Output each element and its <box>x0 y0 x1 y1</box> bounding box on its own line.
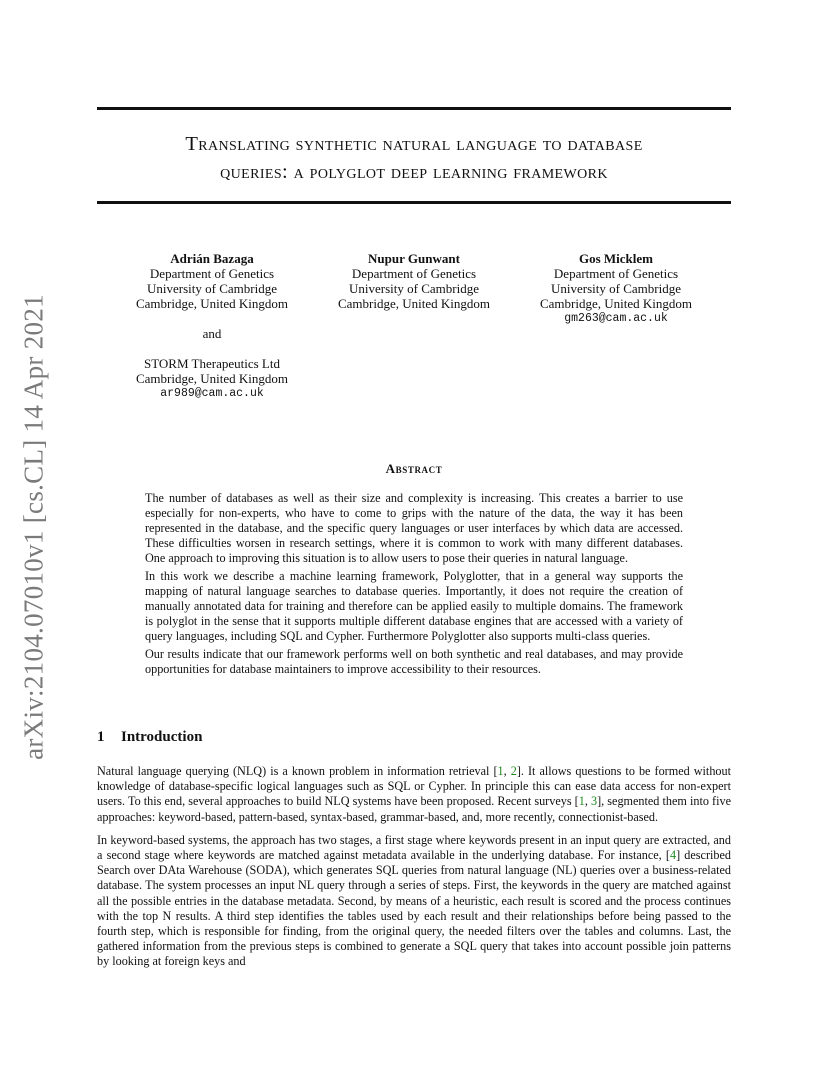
author-university: University of Cambridge <box>147 281 277 296</box>
citation-link[interactable]: 2 <box>510 764 517 778</box>
citation-link[interactable]: 1 <box>497 764 504 778</box>
text-run: In keyword-based systems, the approach has two stages, a first stage where keywords present in an input query are extracted, and a second stage where keywords are matched against metadata available in the underlying database. For instance, [ <box>97 832 731 863</box>
text-run: Natural language querying (NLQ) is a known problem in information retrieval [ <box>97 764 498 778</box>
paper-title <box>97 130 731 186</box>
arxiv-stamp <box>8 292 60 762</box>
author-department: Department of Genetics <box>149 266 275 281</box>
abstract-paragraph-1: The number of databases as well as their size and complexity is increasing. This creates a barrier to use especially for non-experts, who have to come to grips with the nature of the data, the way it has been represented in the database, and the specific query languages or user interfaces by which data are accessed. These difficulties worsen in research settings, where it is common to work with many different databases. One approach to improving this situation is to allow users to pose their queries in natural language. <box>145 491 683 565</box>
section-number: 1 <box>97 729 105 745</box>
intro-paragraph-2 <box>97 833 731 970</box>
author-name: Nupur Gunwant <box>368 251 460 266</box>
text-run: , <box>503 764 511 778</box>
abstract-body <box>145 491 683 680</box>
intro-paragraph-1 <box>97 764 731 825</box>
title-rule-bottom <box>97 201 731 204</box>
text-run: , <box>584 794 591 809</box>
citation-link[interactable]: 1 <box>578 794 585 809</box>
section-heading <box>97 729 202 746</box>
author-email[interactable]: ar989@cam.ac.uk <box>160 387 264 400</box>
author-block-1 <box>102 251 322 401</box>
author-department: Department of Genetics <box>351 266 477 281</box>
text-run: ], segmented them into five approaches: keyword-based, pattern-based, syntax-based, grammar-based, and, more recently, connectionist-based. <box>97 794 731 824</box>
abstract-paragraph-2: In this work we describe a machine learning framework, Polyglotter, that in a general way supports the mapping of natural language searches to database queries. Importantly, it does not require the creation of manually annotated data for training and therefore can be applied easily to multiple domains. The framework is polyglot in the sense that it supports multiple different database engines that are accessed with a variety of query languages, including SQL and Cypher. Furthermore Polyglotter also supports multi-class queries. <box>145 569 683 643</box>
author-university: University of Cambridge <box>551 281 681 296</box>
author-block-3 <box>506 251 726 326</box>
introduction-body <box>97 764 731 978</box>
arxiv-identifier: arXiv:2104.07010v1 [cs.CL] 14 Apr 2021 <box>18 294 49 760</box>
citation-link[interactable]: 3 <box>590 794 598 809</box>
abstract-heading: Abstract <box>385 461 443 476</box>
author-location: Cambridge, United Kingdom <box>135 296 288 311</box>
citation-link[interactable]: 4 <box>669 848 677 863</box>
abstract-paragraph-3: Our results indicate that our framework performs well on both synthetic and real databases, and may provide opportunities for database maintainers to improve accessibility to their resources. <box>145 647 683 676</box>
title-line-1: Translating synthetic natural language to database <box>185 133 643 155</box>
author-email[interactable]: gm263@cam.ac.uk <box>564 312 668 325</box>
title-line-2: queries: a polyglot deep learning framework <box>220 161 608 183</box>
author-org-location: Cambridge, United Kingdom <box>135 371 288 386</box>
author-location: Cambridge, United Kingdom <box>539 296 692 311</box>
author-location: Cambridge, United Kingdom <box>337 296 490 311</box>
author-organization: STORM Therapeutics Ltd <box>143 356 280 371</box>
author-university: University of Cambridge <box>349 281 479 296</box>
text-run: ] described Search over DAta Warehouse (SODA), which generates SQL queries from natural language (NL) queries over a business-related database. The system processes an input NL query through a series of steps. First, the keywords in the query are matched against all the possible entries in the database metadata. Second, by means of a heuristic, each result is scored and the process continues with the top N results. A third step identifies the tables used by each result and their relationships before being passed to the fourth step, which is responsible for finding, from the original query, the needed filters over the tables and columns. Last, the gathered information from the previous steps is combined to generate a SQL query that takes into account possible join patterns by looking at foreign keys and <box>97 848 731 969</box>
author-block-2 <box>304 251 524 311</box>
author-name: Adrián Bazaga <box>170 251 254 266</box>
title-rule-top <box>97 107 731 110</box>
author-name: Gos Micklem <box>578 251 653 266</box>
text-run: ]. It allows questions to be formed without knowledge of database-specific logical languages such as SQL or Cypher. In principle this can ease data access for non-expert users. To this end, several approaches to build NLQ systems have been proposed. Recent surveys [ <box>97 764 731 809</box>
section-title: Introduction <box>121 729 203 745</box>
author-and: and <box>202 326 222 341</box>
author-department: Department of Genetics <box>553 266 679 281</box>
